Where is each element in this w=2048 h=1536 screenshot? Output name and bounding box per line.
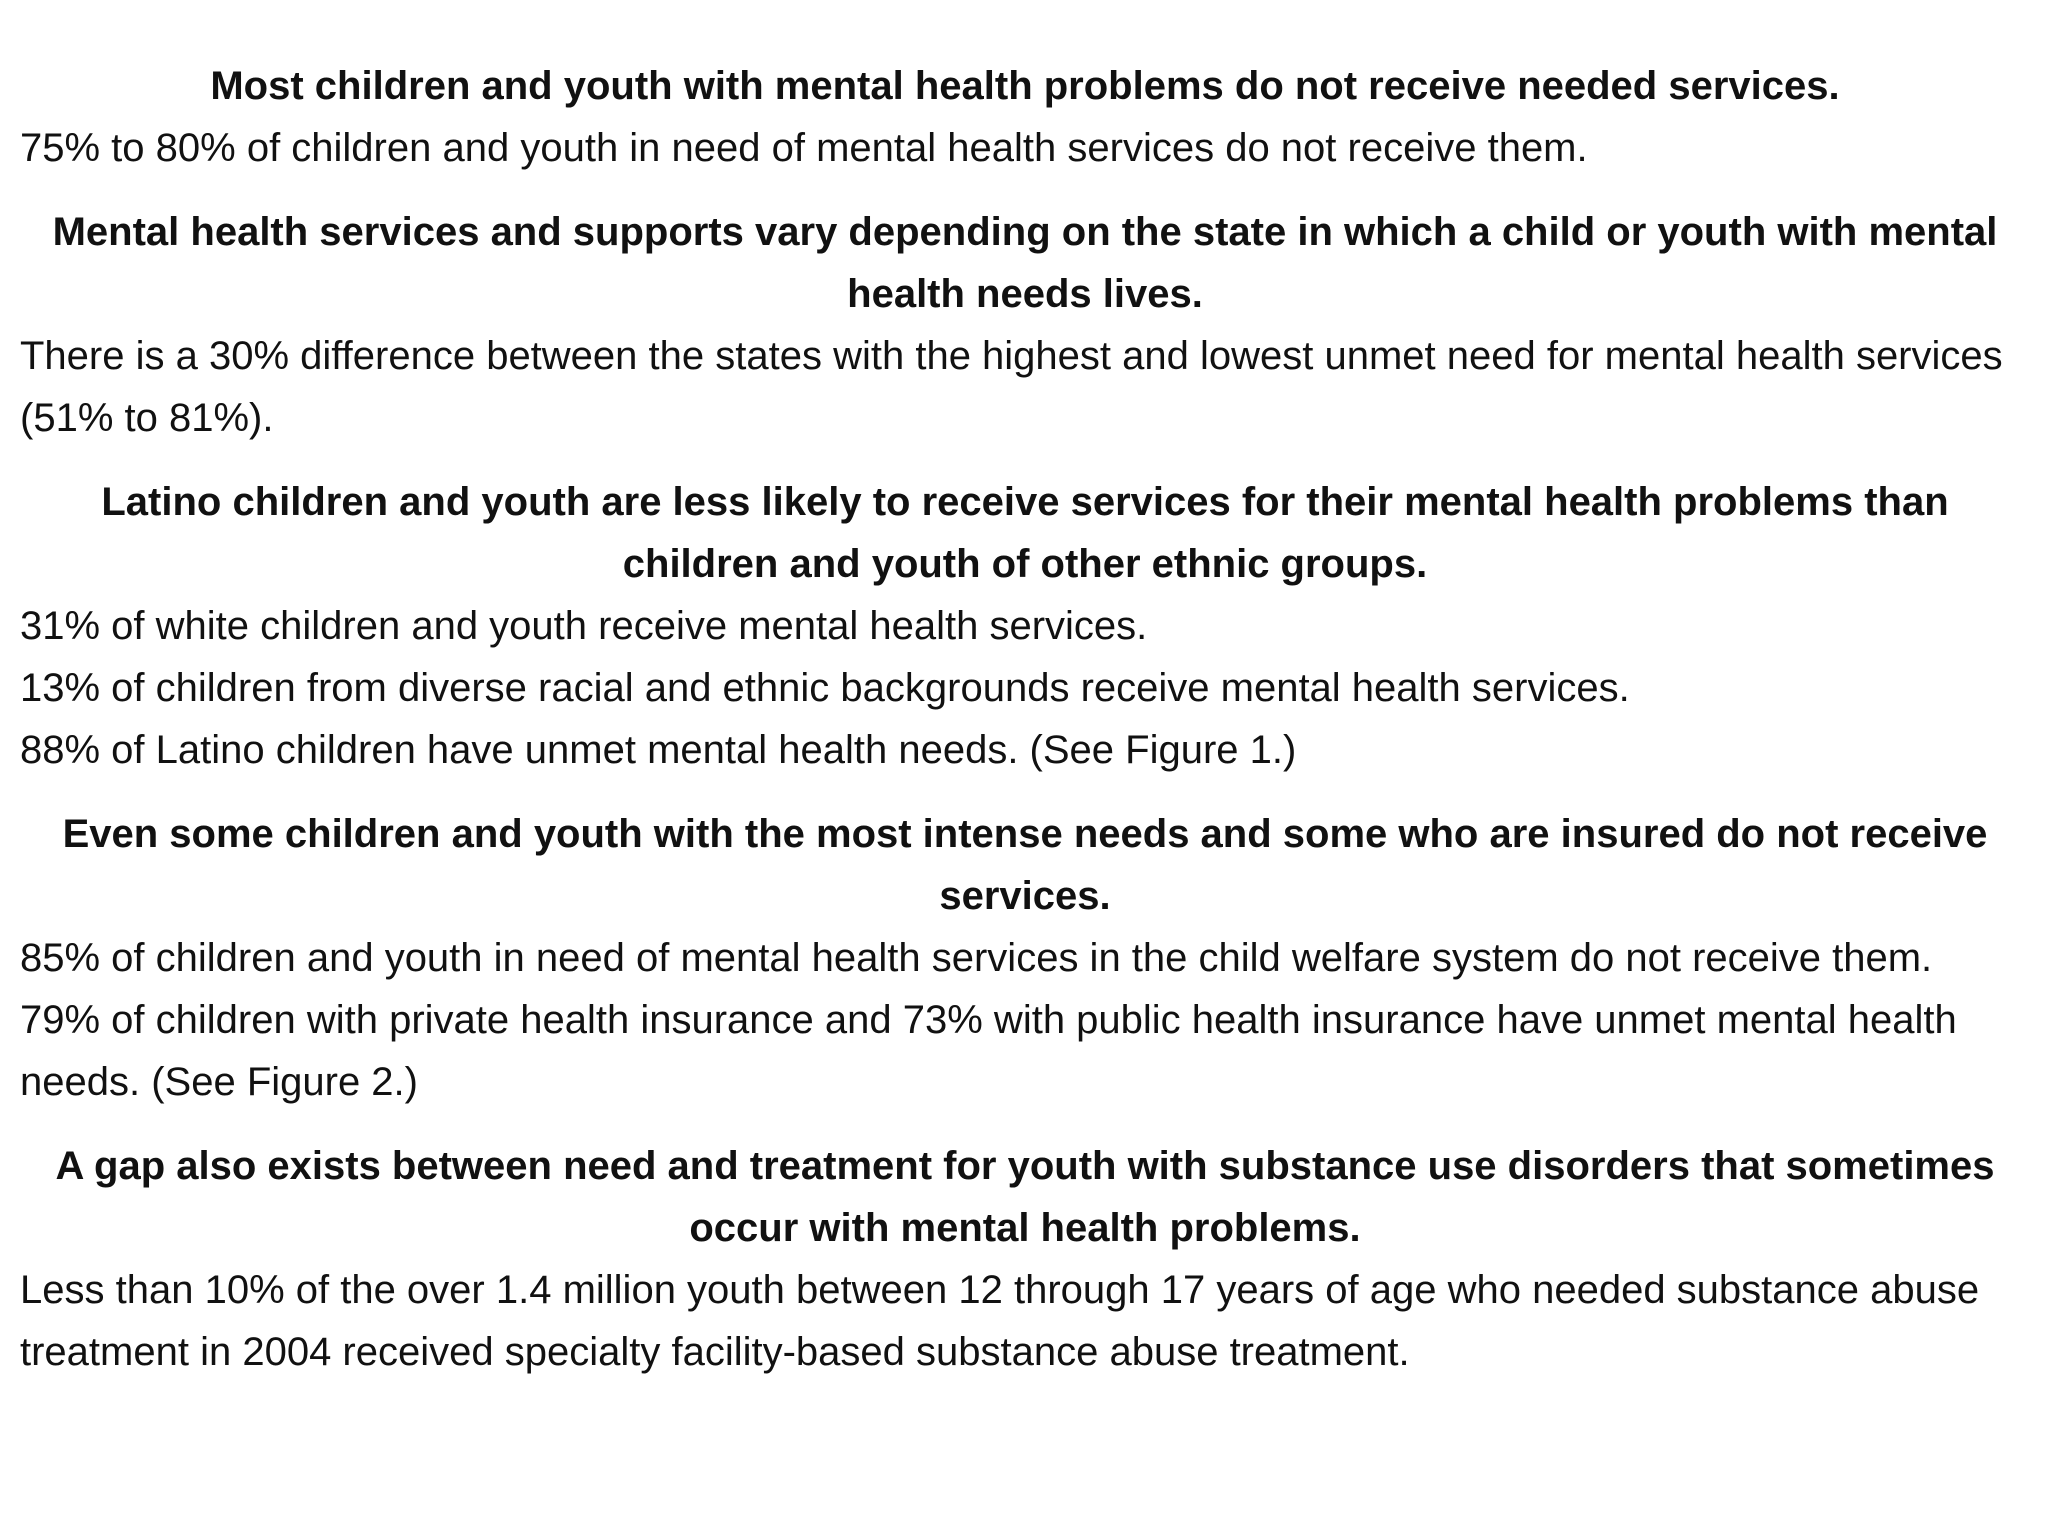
section-state-variation: [20, 201, 2030, 449]
section-heading: Most children and youth with mental health problems do not receive needed services.: [210, 64, 1840, 108]
section-intense-needs-insured: [20, 803, 2030, 1113]
section-statistic: Less than 10% of the over 1.4 million youth between 12 through 17 years of age who needed substance abuse treatment in 2004 received specialty facility-based substance abuse treatment.: [20, 1268, 1980, 1374]
section-statistic: 31% of white children and youth receive mental health services.: [20, 604, 1148, 648]
section-statistic: 79% of children with private health insurance and 73% with public health insurance have unmet mental health needs. (See Figure 2.): [20, 998, 1957, 1104]
section-statistic: 13% of children from diverse racial and ethnic backgrounds receive mental health services.: [20, 666, 1630, 710]
section-heading: A gap also exists between need and treatment for youth with substance use disorders that sometimes occur with mental health problems.: [55, 1144, 1995, 1250]
section-substance-use-gap: [20, 1135, 2030, 1383]
section-statistic: 85% of children and youth in need of mental health services in the child welfare system do not receive them.: [20, 936, 1933, 980]
section-heading: Mental health services and supports vary depending on the state in which a child or youth with mental health needs lives.: [52, 210, 1998, 316]
section-latino-disparity: [20, 471, 2030, 781]
section-statistic: 75% to 80% of children and youth in need of mental health services do not receive them.: [20, 126, 1588, 170]
section-statistic: 88% of Latino children have unmet mental health needs. (See Figure 1.): [20, 728, 1297, 772]
section-heading: Even some children and youth with the most intense needs and some who are insured do not receive services.: [62, 812, 1988, 918]
section-statistic: There is a 30% difference between the states with the highest and lowest unmet need for mental health services (51% to 81%).: [20, 334, 2003, 440]
document-page: [20, 55, 2030, 1405]
section-heading: Latino children and youth are less likely to receive services for their mental health problems than children and youth of other ethnic groups.: [101, 480, 1949, 586]
section-services-unmet: [20, 55, 2030, 179]
